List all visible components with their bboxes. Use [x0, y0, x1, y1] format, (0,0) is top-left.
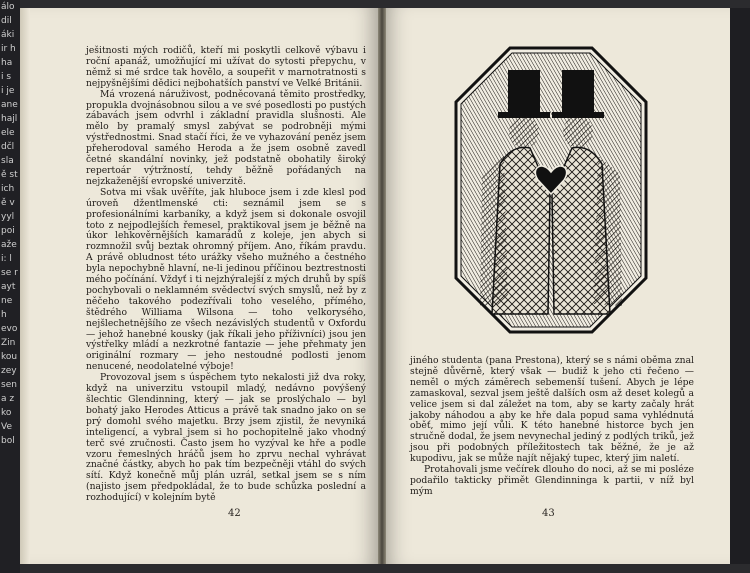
spine-fragment: dčl [1, 142, 15, 152]
spine-fragment: ko [1, 408, 12, 418]
spine-fragment: i s [1, 72, 12, 82]
left-page-text [86, 46, 366, 504]
spine-fragment: ha [1, 58, 13, 68]
spine-fragment: aže [1, 240, 17, 250]
paragraph: Má vrozená náruživost, podněcovaná těmito prostředky, propukla dvojnásobnou silou a ve své posedlosti po pustých zábavách jsem odvrhl i základní pravidla slušnosti. Ale mělo by pramalý smysl zabývat se podrobněji mými výstřednostmi. Snad stačí říci, že ve vyhazování peněz jsem přeherodoval samého Heroda a že jsem osobně zavedl četné skandální novinky, jež podstatně obohatily široký repertoár výtržností, tehdy běžně pořádaných na nejzkaženější evropské univerzitě. [86, 88, 366, 187]
spine-fragment: ich [1, 184, 15, 194]
paragraph: ješitnosti mých rodičů, kteří mi poskytli celkově výbavu i roční apanáž, umožňující mi užívat do sytosti přepychu, v němž si mé srdce tak hovělo, a soupeřit v marnotratnosti s nejpyšnějšími dědici nejbohatších panství ve Velké Británii. [86, 45, 366, 89]
spine-fragment: bol [1, 436, 15, 446]
right-page-number: 43 [542, 508, 555, 519]
spine-fragment: dil [1, 16, 12, 26]
spine-fragment: kou [1, 352, 18, 362]
paragraph: Sotva mi však uvěříte, jak hluboce jsem i zde klesl pod úroveň džentlmenské cti: seznámil jsem se s profesionálními karbaníky, a když jsem si dokonale osvojil toto z nejpodlejších řemesel, praktikoval jsem je běžně na úkor lehkověrnějších kamarádů z koleje, jen abych si rozmnožil svůj beztak ohromný příjem. Ano, říkám pravdu. A právě obludnost této urážky všeho mužného a čestného byla nepochybně hlavní, ne-li jedinou příčinou beztrestnosti mého počínání. Vždyť i ti nejzhýralejší z mých druhů by spíš pochybovali o neklamném svědectví svých smyslů, než by z něčeho takového podezřívali toho veselého, přímého, štědrého Williama Wilsona — toho velkorysého, nejšlechetnějšího ze všech nezávislých studentů v Oxfordu — jehož hanebné kousky (jak říkali jeho příživníci) jsou jen výstřelky mládí a nezkrotné fantazie — jehe přehmaty jen originální rozmary — jeho nestoudné podlosti jenom nenucené, neodolatelné výboje! [86, 186, 366, 373]
spine-fragment: ne h [1, 296, 13, 320]
spine-fragment: ir h [1, 44, 16, 54]
spine-fragment: yyl [1, 212, 15, 222]
spine-fragment: Zin [1, 338, 16, 348]
right-page-text [410, 356, 694, 498]
left-page-number: 42 [228, 508, 241, 519]
spine-fragment: ayt [1, 282, 16, 292]
left-page-edge [20, 8, 30, 564]
paragraph: Protahovali jsme večírek dlouho do noci, až se mi posléze podařilo takticky přimět Glendinninga k partii, v níž byl mým [410, 464, 694, 497]
spine-fragment: evo [1, 324, 18, 334]
spine-fragment: sla [1, 156, 14, 166]
spine-fragment: Ve [1, 422, 12, 432]
spine-fragment: sen [1, 380, 17, 390]
engraving-illustration [452, 44, 650, 336]
spine-fragment: a z [1, 394, 15, 404]
spine-fragment: ě v [1, 198, 15, 208]
spine-fragment: ě st [1, 170, 18, 180]
paragraph: Provozoval jsem s úspěchem tyto nekalosti již dva roky, když na univerzitu vstoupil mladý, nedávno povýšený šlechtic Glendinning, který — jak se proslýchalo — byl bohatý jako Herodes Atticus a právě tak snadno jako on se prý domohl svého majetku. Brzy jsem zjistil, že nevyniká inteligencí, a vybral jsem si ho pochopitelně jako vhodný terč své zručnosti. Často jsem ho vyzýval ke hře a podle vzoru řemeslných hráčů jsem ho zprvu nechal vyhrávat značné částky, abych ho pak tím bezpečněji vtáhl do svých sítí. Když konečně můj plán uzrál, setkal jsem se s ním (najisto jsem předpokládal, že to bude schůzka poslední a rozhodující) v kolejním bytě [86, 372, 366, 504]
spine-fragment: se r [1, 268, 18, 278]
spine-fragment: poi [1, 226, 15, 236]
spine-fragment: hajl [1, 114, 18, 124]
adjacent-book-spine [0, 0, 20, 573]
spine-fragment: áki [1, 30, 15, 40]
spine-fragment: ane [1, 100, 18, 110]
paragraph: jiného studenta (pana Prestona), který se s námi oběma znal stejně důvěrně, který však — budiž k jeho cti řečeno — neměl o mých záměrech sebemenší tušení. Abych je lépe zamaskoval, sezval jsem ještě dalších osm až deset kolegů a velice jsem si dal záležet na tom, aby se karty začaly hrát jakoby náhodou a aby ke hře dala popud sama vyhlédnutá oběť, mimo její vůli. K této hanebné historce bych jen stručně dodal, že jsem nevynechal jediný z podlých triků, jež jsou při podobných příležitostech tak běžné, že je až kupodivu, jak se může najít nějaký tupec, který jim naletí. [410, 355, 694, 465]
spine-fragment: álo [1, 2, 15, 12]
spine-fragment: ele [1, 128, 15, 138]
book-gutter [378, 8, 386, 564]
spine-fragment: zey [1, 366, 17, 376]
spine-fragment: i: l [1, 254, 12, 264]
spine-fragment: i je [1, 86, 15, 96]
right-background [730, 8, 750, 564]
